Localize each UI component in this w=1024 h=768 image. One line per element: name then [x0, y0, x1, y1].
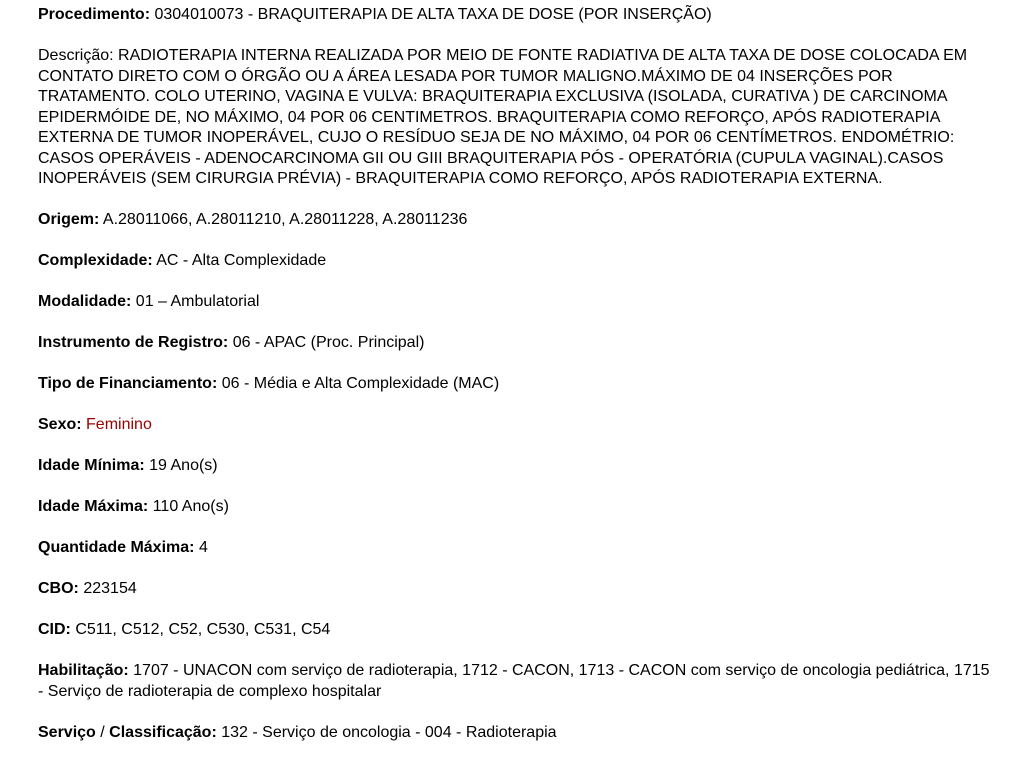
cid-value: C511, C512, C52, C530, C531, C54 [75, 621, 331, 638]
instrumento-label: Instrumento de Registro: [38, 334, 229, 351]
servico-separator: / [100, 723, 105, 741]
idade-maxima-label: Idade Máxima: [38, 498, 149, 515]
habilitacao-value: 1707 - UNACON com serviço de radioterapia, 1712 - CACON, 1713 - CACON com serviço de oncologia pediátrica, 1715 - Serviço de radioterapia de complexo hospitalar [38, 662, 990, 700]
sexo-row [38, 415, 998, 436]
idade-minima-value: 19 Ano(s) [149, 457, 218, 474]
cbo-value: 223154 [83, 580, 137, 597]
financiamento-label: Tipo de Financiamento: [38, 375, 218, 392]
origem-value: A.28011066, A.28011210, A.28011228, A.28011236 [102, 211, 468, 228]
idade-minima-row [38, 456, 998, 477]
complexidade-row [38, 251, 998, 272]
financiamento-row [38, 374, 998, 395]
modalidade-label: Modalidade: [38, 293, 132, 310]
idade-maxima-value: 110 Ano(s) [152, 498, 229, 515]
origem-label: Origem: [38, 211, 100, 228]
complexidade-label: Complexidade: [38, 252, 153, 269]
descricao-text: Descrição: RADIOTERAPIA INTERNA REALIZADA POR MEIO DE FONTE RADIATIVA DE ALTA TAXA DE DOSE COLOCADA EM CONTATO DIRETO COM O ÓRGÃO OU A ÁREA LESADA POR TUMOR MALIGNO.MÁXIMO DE 04 INSERÇÕES POR TRATAMENTO. COLO UTERINO, VAGINA E VULVA: BRAQUITERAPIA EXCLUSIVA (ISOLADA, CURATIVA ) DE CARCINOMA EPIDERMÓIDE DE, NO MÁXIMO, 04 POR 06 CENTIMETROS. BRAQUITERAPIA COMO REFORÇO, APÓS RADIOTERAPIA EXTERNA DE TUMOR INOPERÁVEL, CUJO O RESÍDUO SEJA DE NO MÁXIMO, 04 POR 06 CENTÍMETROS. ENDOMÉTRIO: CASOS OPERÁVEIS - ADENOCARCINOMA GII OU GIII BRAQUITERAPIA PÓS - OPERATÓRIA (CUPULA VAGINAL).CASOS INOPERÁVEIS (SEM CIRURGIA PRÉVIA) - BRAQUITERAPIA COMO REFORÇO, APÓS RADIOTERAPIA EXTERNA. [38, 47, 968, 187]
modalidade-row [38, 292, 998, 313]
procedimento-label: Procedimento: [38, 6, 151, 23]
habilitacao-row [38, 661, 998, 702]
cid-label: CID: [38, 621, 71, 638]
procedimento-row [38, 5, 998, 26]
sexo-value: Feminino [86, 416, 152, 433]
servico-label: Serviço [38, 723, 96, 741]
instrumento-row [38, 333, 998, 354]
quantidade-maxima-value: 4 [198, 539, 208, 556]
sexo-label: Sexo: [38, 416, 82, 433]
classificacao-label: Classificação: [109, 723, 217, 741]
cbo-row [38, 579, 998, 600]
cbo-label: CBO: [38, 580, 79, 597]
origem-row [38, 210, 998, 231]
procedure-document [38, 5, 998, 764]
procedimento-value: 0304010073 - BRAQUITERAPIA DE ALTA TAXA DE DOSE (POR INSERÇÃO) [154, 6, 712, 23]
cid-row [38, 620, 998, 641]
instrumento-value: 06 - APAC (Proc. Principal) [232, 334, 425, 351]
habilitacao-label: Habilitação: [38, 662, 129, 679]
financiamento-value: 06 - Média e Alta Complexidade (MAC) [221, 375, 500, 392]
servico-value: 132 - Serviço de oncologia - 004 - Radioterapia [221, 723, 557, 741]
quantidade-maxima-label: Quantidade Máxima: [38, 539, 195, 556]
modalidade-value: 01 – Ambulatorial [135, 293, 260, 310]
idade-minima-label: Idade Mínima: [38, 457, 145, 474]
idade-maxima-row [38, 497, 998, 518]
complexidade-value: AC - Alta Complexidade [156, 252, 327, 269]
quantidade-maxima-row [38, 538, 998, 559]
servico-row [38, 723, 998, 744]
